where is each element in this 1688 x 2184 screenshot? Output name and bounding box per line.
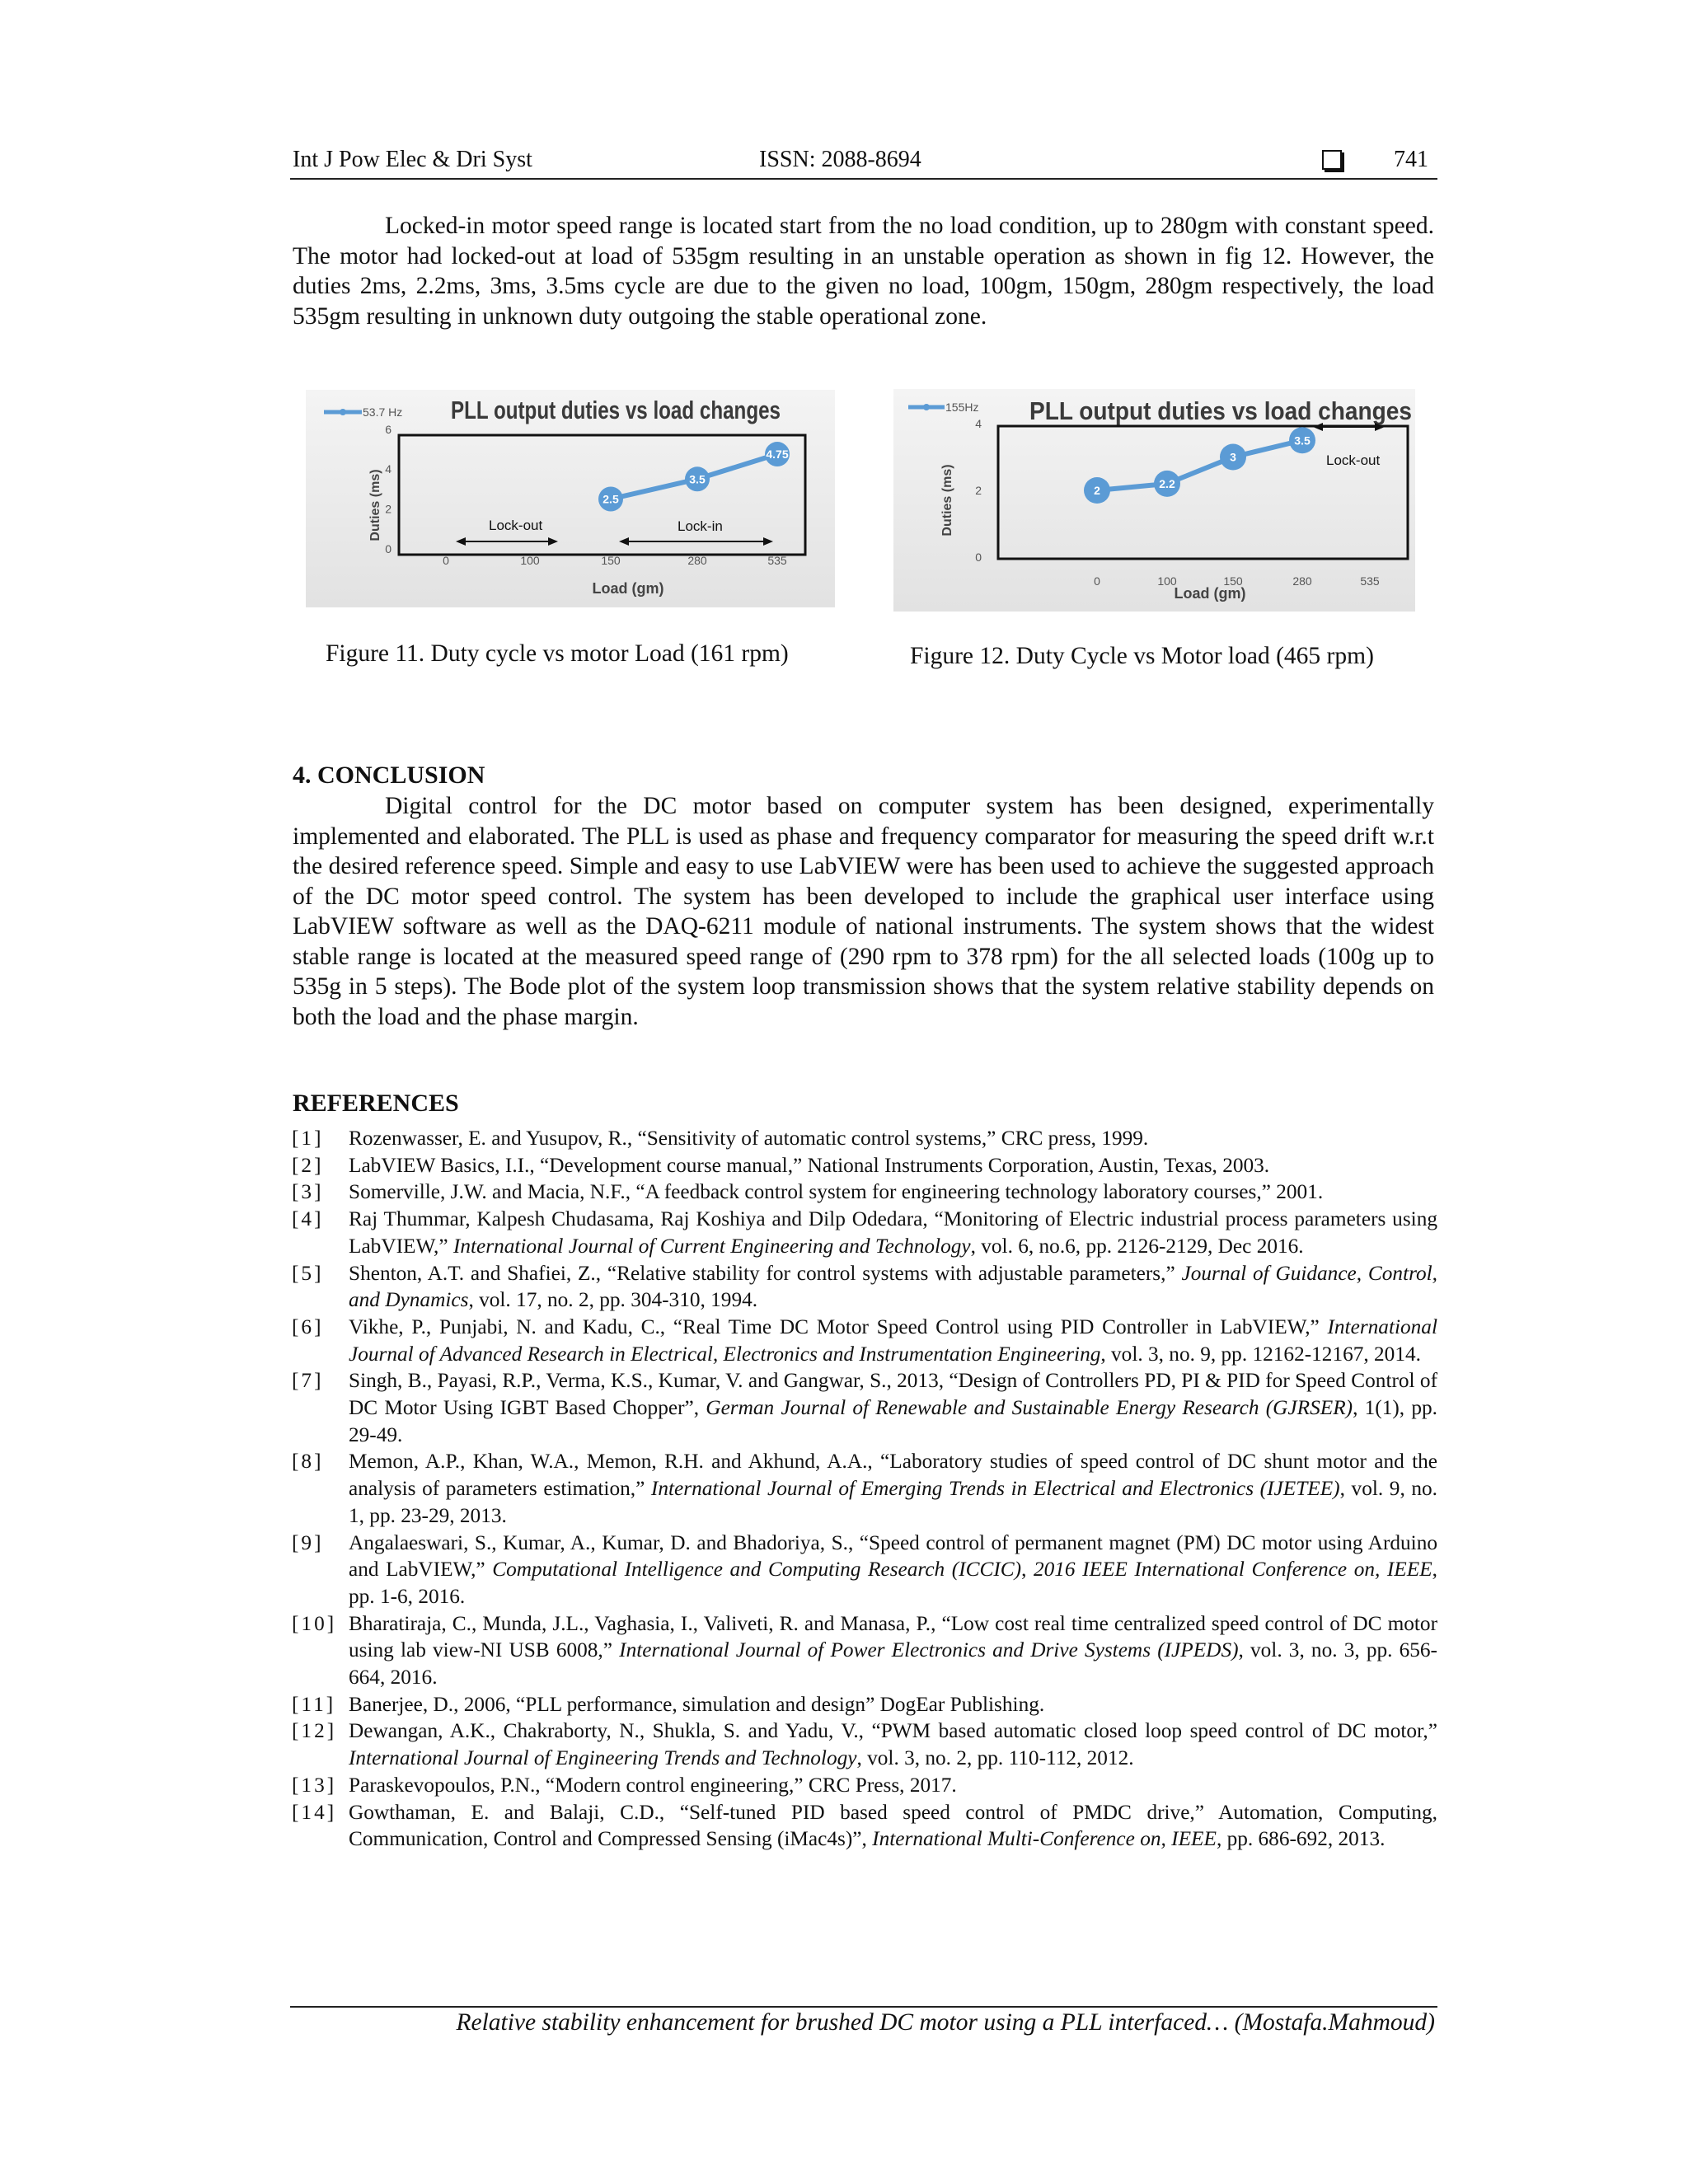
y-axis-label: Duties (ms): [368, 469, 382, 541]
reference-text: Memon, A.P., Khan, W.A., Memon, R.H. and Akhund, A.A., “Laboratory studies of speed control of DC shunt motor and the analysis of parameters estimation,”: [349, 1450, 1437, 1501]
reference-text: , vol. 3, no. 2, pp. 110-112, 2012.: [856, 1746, 1134, 1770]
reference-text: Somerville, J.W. and Macia, N.F., “A feedback control system for engineering technology laboratory courses,” 2001.: [349, 1180, 1324, 1204]
y-tick-label: 4: [385, 462, 392, 476]
reference-source: International Journal of Current Engineering and Technology: [452, 1234, 971, 1258]
reference-text: ,: [1021, 1558, 1034, 1582]
footer-rule: [290, 2006, 1437, 2008]
reference-item: [290, 1260, 1437, 1314]
reference-text: , 1(1), pp. 29-49.: [349, 1396, 1437, 1446]
reference-number: [4]: [292, 1207, 324, 1231]
x-tick-label: 280: [687, 554, 707, 567]
y-tick-label: 4: [975, 417, 982, 430]
journal-name: Int J Pow Elec & Dri Syst: [293, 147, 532, 172]
reference-text: Angalaeswari, S., Kumar, A., Kumar, D. and Bhadoriya, S., “Speed control of permanent magnet (PM) DC motor using Arduino and LabVIEW,”: [349, 1530, 1437, 1582]
y-tick-label: 2: [385, 502, 392, 516]
reference-source: International Multi-Conference on, IEEE: [872, 1827, 1217, 1851]
figure-11-caption: Figure 11. Duty cycle vs motor Load (161 rpm): [326, 640, 789, 667]
reference-text: , vol. 3, no. 9, pp. 12162-12167, 2014.: [1100, 1342, 1421, 1366]
reference-number: [7]: [292, 1369, 324, 1393]
reference-item: [290, 1610, 1437, 1691]
data-label: 4.75: [766, 448, 789, 462]
reference-source: 2016 IEEE International Conference on, IEEE: [1033, 1558, 1432, 1582]
reference-number: [3]: [292, 1180, 324, 1204]
conclusion-heading: 4. CONCLUSION: [293, 762, 485, 789]
data-label: 2.5: [603, 492, 619, 506]
figure-12: [893, 389, 1415, 612]
reference-text: Rozenwasser, E. and Yusupov, R., “Sensitivity of automatic control systems,” CRC press, 1999.: [349, 1127, 1149, 1150]
legend-label: 53.7 Hz: [363, 405, 403, 419]
x-ticks: [1094, 574, 1380, 588]
reference-text: Raj Thummar, Kalpesh Chudasama, Raj Koshiya and Dilp Odedara, “Monitoring of Electric industrial process parameters using LabVIEW,”: [349, 1207, 1437, 1258]
y-tick-label: 6: [385, 422, 392, 436]
x-tick-label: 100: [520, 554, 540, 567]
reference-number: [10]: [292, 1611, 337, 1635]
lock-in-arrowhead-right: [763, 537, 773, 546]
references-heading: REFERENCES: [293, 1090, 459, 1117]
lock-out-label: Lock-out: [1326, 452, 1381, 468]
square-symbol-icon: [1322, 148, 1342, 175]
reference-text: , pp. 1-6, 2016.: [349, 1558, 1437, 1608]
reference-text: Dewangan, A.K., Chakraborty, N., Shukla, S. and Yadu, V., “PWM based automatic closed loop speed control of DC motor,”: [349, 1719, 1437, 1743]
data-label: 3.5: [1294, 434, 1311, 448]
lock-in-annotation: [619, 518, 773, 546]
reference-item: [290, 1718, 1437, 1771]
reference-number: [6]: [292, 1315, 324, 1338]
running-footer: Relative stability enhancement for brushed DC motor using a PLL interfaced… (Mostafa.Mahmoud): [456, 2009, 1435, 2036]
intro-paragraph: Locked-in motor speed range is located start from the no load condition, up to 280gm with constant speed. The motor had locked-out at load of 535gm resulting in an unstable operation as shown in fig 12. However, the duties 2ms, 2.2ms, 3ms, 3.5ms cycle are due to the given no load, 100gm, 150gm, 280gm respectively, the load 535gm resulting in unknown duty outgoing the stable operational zone.: [293, 213, 1434, 330]
legend-label: 155Hz: [945, 401, 979, 414]
y-tick-label: 0: [975, 551, 982, 564]
reference-source: International Journal of Emerging Trends in Electrical and Electronics (IJETEE): [650, 1477, 1340, 1501]
reference-number: [13]: [292, 1773, 337, 1797]
reference-text: , vol. 3, no. 3, pp. 656-664, 2016.: [349, 1638, 1437, 1690]
reference-source: International Journal of Power Electronics and Drive Systems (IJPEDS): [619, 1638, 1239, 1662]
reference-item: [290, 1691, 1437, 1718]
reference-text: Vikhe, P., Punjabi, N. and Kadu, C., “Real Time DC Motor Speed Control using PID Controller in LabVIEW,”: [349, 1315, 1328, 1338]
reference-number: [11]: [292, 1692, 336, 1716]
figure-12-caption: Figure 12. Duty Cycle vs Motor load (465 rpm): [910, 643, 1374, 669]
legend-marker: [340, 409, 346, 415]
header-rule: [290, 178, 1437, 180]
reference-text: , vol. 17, no. 2, pp. 304-310, 1994.: [468, 1288, 758, 1312]
reference-item: [290, 1152, 1437, 1179]
y-axis-label: Duties (ms): [940, 464, 954, 537]
reference-source: International Journal of Engineering Trends and Technology: [349, 1746, 857, 1770]
reference-text: , vol. 9, no. 1, pp. 23-29, 2013.: [349, 1477, 1438, 1527]
data-label: 2.2: [1159, 476, 1175, 490]
x-tick-label: 535: [767, 554, 787, 567]
reference-item: [290, 1530, 1437, 1610]
reference-item: [290, 1314, 1437, 1367]
x-tick-label: 535: [1360, 574, 1380, 588]
reference-number: [2]: [292, 1153, 324, 1177]
figure-12-chart: [893, 389, 1415, 612]
x-tick-label: 100: [1157, 574, 1177, 588]
lock-out-arrowhead-left: [456, 537, 466, 546]
x-axis-label: Load (gm): [1174, 585, 1246, 602]
reference-number: [1]: [292, 1127, 324, 1150]
reference-number: [9]: [292, 1530, 324, 1554]
data-label: 2: [1094, 484, 1100, 497]
series-line: [598, 442, 790, 511]
reference-number: [8]: [292, 1450, 324, 1474]
x-tick-label: 0: [443, 554, 449, 567]
reference-text: , pp. 686-692, 2013.: [1216, 1827, 1386, 1851]
reference-item: [290, 1206, 1437, 1259]
reference-text: Shenton, A.T. and Shafiei, Z., “Relative stability for control systems with adjustable parameters,”: [349, 1261, 1182, 1285]
legend-marker: [923, 404, 930, 410]
y-tick-label: 2: [975, 484, 982, 497]
x-tick-label: 0: [1094, 574, 1100, 588]
plot-frame: [998, 426, 1408, 559]
x-tick-label: 150: [1223, 574, 1243, 588]
reference-source: German Journal of Renewable and Sustainable Energy Research (GJRSER): [706, 1396, 1353, 1420]
reference-text: , vol. 6, no.6, pp. 2126-2129, Dec 2016.: [970, 1234, 1304, 1258]
series-line: [1084, 427, 1315, 504]
reference-text: Paraskevopoulos, P.N., “Modern control engineering,” CRC Press, 2017.: [349, 1773, 957, 1797]
reference-item: [290, 1367, 1437, 1448]
reference-text: LabVIEW Basics, I.I., “Development course manual,” National Instruments Corporation, Austin, Texas, 2003.: [349, 1153, 1270, 1177]
page-number: 741: [1394, 147, 1428, 172]
reference-source: Computational Intelligence and Computing Research (ICCIC): [492, 1558, 1022, 1582]
chart-title: PLL output duties vs load changes: [451, 396, 781, 424]
reference-source: International Journal of Advanced Research in Electrical, Electronics and Instrumentation Engineering: [349, 1315, 1437, 1366]
figure-11-chart: [306, 390, 835, 607]
series-polyline: [1097, 440, 1302, 490]
y-tick-label: 0: [385, 542, 392, 555]
reference-number: [5]: [292, 1261, 324, 1285]
reference-source: Journal of Guidance, Control, and Dynamics: [349, 1261, 1438, 1312]
reference-text: Bharatiraja, C., Munda, J.L., Vaghasia, I., Valiveti, R. and Manasa, P., “Low cost real time centralized speed control of DC motor using lab view-NI USB 6008,”: [349, 1611, 1437, 1662]
x-tick-label: 150: [601, 554, 621, 567]
lock-out-arrowhead-right: [548, 537, 558, 546]
reference-item: [290, 1125, 1437, 1152]
reference-item: [290, 1772, 1437, 1799]
reference-item: [290, 1179, 1437, 1206]
lock-out-annotation: [1313, 423, 1385, 468]
lock-in-arrowhead-left: [619, 537, 629, 546]
reference-text: Gowthaman, E. and Balaji, C.D., “Self-tuned PID based speed control of PMDC drive,” Automation, Computing, Communication, Control and Compressed Sensing (iMac4s)”,: [349, 1800, 1437, 1851]
legend: [324, 405, 402, 419]
figure-11: [306, 390, 835, 607]
legend: [908, 401, 978, 414]
data-label: 3: [1230, 450, 1236, 464]
chart-title: PLL output duties vs load changes: [1029, 396, 1412, 425]
lock-out-annotation: [456, 518, 558, 546]
lock-in-label: Lock-in: [678, 518, 723, 534]
reference-text: Singh, B., Payasi, R.P., Verma, K.S., Kumar, V. and Gangwar, S., 2013, “Design of Controllers PD, PI & PID for Speed Control of DC Motor Using IGBT Based Chopper”,: [349, 1369, 1437, 1420]
reference-text: Banerjee, D., 2006, “PLL performance, simulation and design” DogEar Publishing.: [349, 1692, 1045, 1716]
reference-number: [12]: [292, 1719, 337, 1743]
reference-number: [14]: [292, 1800, 337, 1824]
x-tick-label: 280: [1292, 574, 1312, 588]
issn: ISSN: 2088-8694: [759, 147, 921, 172]
y-ticks: [975, 417, 982, 564]
lock-out-label: Lock-out: [489, 518, 543, 533]
conclusion-paragraph: Digital control for the DC motor based on computer system has been designed, experimentally implemented and elaborated. The PLL is used as phase and frequency comparator for measuring the speed drift w.r.t the desired reference speed. Simple and easy to use LabVIEW were has been used to achieve the suggested approach of the DC motor speed control. The system has been developed to include the graphical user interface using LabVIEW software as well as the DAQ-6211 module of national instruments. The system shows that the widest stable range is located at the measured speed range of (290 rpm to 378 rpm) for the all selected loads (100g up to 535g in 5 steps). The Bode plot of the system loop transmission shows that the system relative stability depends on both the load and the phase margin.: [293, 793, 1434, 1030]
x-axis-label: Load (gm): [592, 580, 664, 597]
reference-item: [290, 1799, 1437, 1853]
data-label: 3.5: [689, 472, 706, 486]
reference-item: [290, 1448, 1437, 1529]
y-ticks: [385, 423, 392, 555]
reference-list: [290, 1125, 1437, 1853]
